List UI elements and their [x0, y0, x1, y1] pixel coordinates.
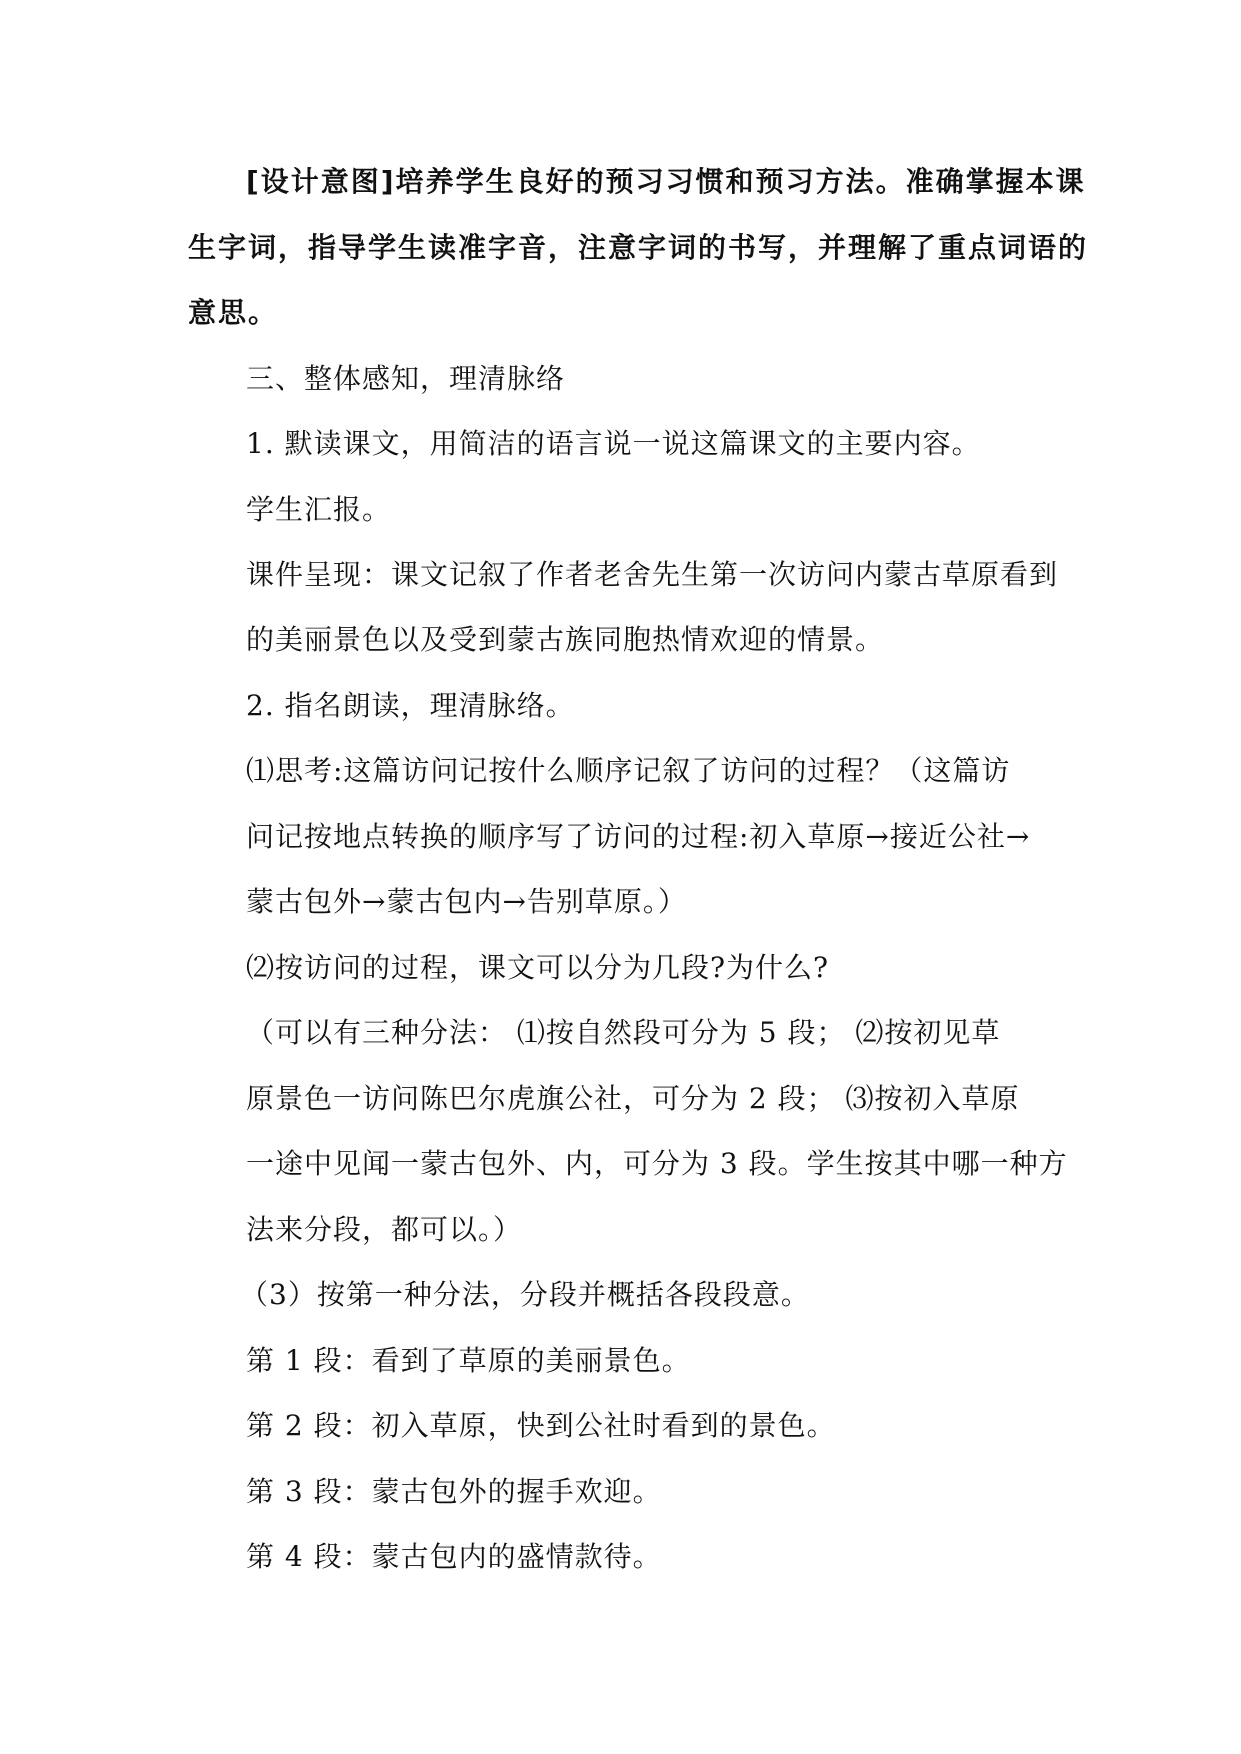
question-2: ⑵按访问的过程，课文可以分为几段?为什么?: [246, 951, 830, 984]
design-intent-line-1: [设计意图]培养学生良好的预习习惯和预习方法。准确掌握本课: [246, 165, 1086, 198]
question-1-line-2: 问记按地点转换的顺序写了访问的过程:初入草原→接近公社→: [246, 820, 1031, 853]
paragraph-summary-3: 第 3 段：蒙古包外的握手欢迎。: [246, 1475, 662, 1508]
question-1-line-1: ⑴思考:这篇访问记按什么顺序记叙了访问的过程？（这篇访: [246, 754, 1011, 787]
question-3: （3）按第一种分法，分段并概括各段段意。: [240, 1278, 810, 1311]
student-report: 学生汇报。: [246, 493, 392, 526]
paragraph-summary-4: 第 4 段：蒙古包内的盛情款待。: [246, 1540, 662, 1573]
answer-line-2: 原景色一访问陈巴尔虎旗公社，可分为 2 段； ⑶按初入草原: [246, 1082, 1020, 1115]
answer-line-1: （可以有三种分法： ⑴按自然段可分为 5 段； ⑵按初见草: [246, 1016, 1001, 1049]
question-1-line-3: 蒙古包外→蒙古包内→告别草原。）: [246, 885, 687, 918]
design-intent-line-3: 意思。: [188, 296, 279, 329]
item-2: 2. 指名朗读，理清脉络。: [246, 689, 575, 722]
courseware-line-1: 课件呈现：课文记叙了作者老舍先生第一次访问内蒙古草原看到: [246, 558, 1059, 591]
courseware-line-2: 的美丽景色以及受到蒙古族同胞热情欢迎的情景。: [246, 623, 885, 656]
answer-line-4: 法来分段，都可以。）: [246, 1213, 523, 1246]
paragraph-summary-1: 第 1 段：看到了草原的美丽景色。: [246, 1344, 691, 1377]
item-1: 1. 默读课文，用简洁的语言说一说这篇课文的主要内容。: [246, 427, 981, 460]
answer-line-3: 一途中见闻一蒙古包外、内，可分为 3 段。学生按其中哪一种方: [246, 1147, 1068, 1180]
section-heading: 三、整体感知，理清脉络: [246, 362, 566, 395]
paragraph-summary-2: 第 2 段：初入草原，快到公社时看到的景色。: [246, 1409, 836, 1442]
design-intent-line-2: 生字词，指导学生读准字音，注意字词的书写，并理解了重点词语的: [188, 231, 1089, 264]
